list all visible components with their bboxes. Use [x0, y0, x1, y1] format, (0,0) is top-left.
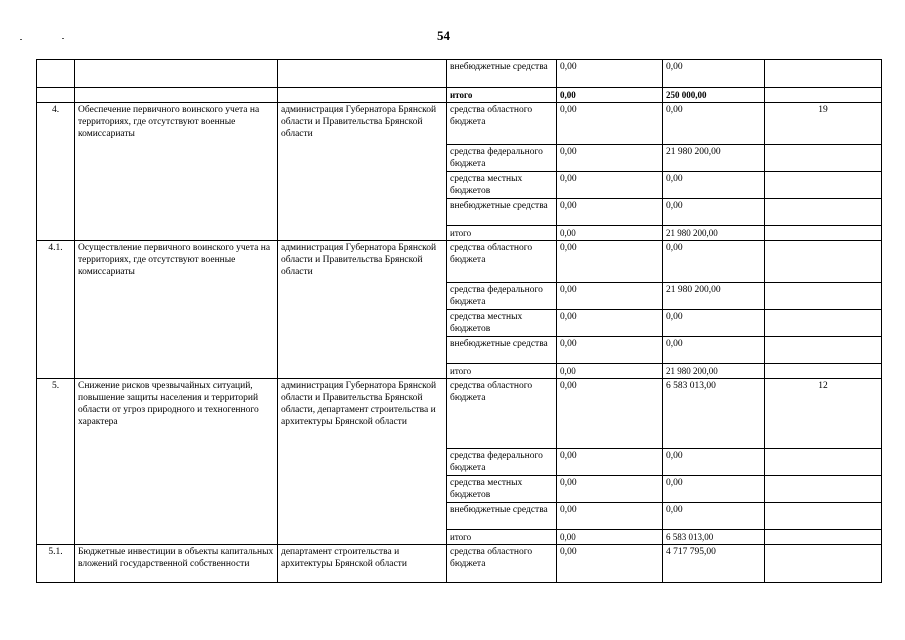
executor-cell: администрация Губернатора Брянской области и Правительства Брянской области, департамент строительства и архитектуры Брянской области: [278, 379, 447, 545]
value-cell: 0,00: [557, 60, 663, 88]
funding-source-cell: внебюджетные средства: [447, 60, 557, 88]
value-cell: 0,00: [663, 476, 765, 503]
indicator-cell: [765, 545, 882, 583]
table-row: [37, 103, 882, 145]
funding-source-cell: итого: [447, 530, 557, 545]
value-cell: 6 583 013,00: [663, 530, 765, 545]
value-cell: 0,00: [663, 310, 765, 337]
executor-cell: [278, 60, 447, 88]
number-cell: 5.: [37, 379, 75, 545]
value-cell: 0,00: [557, 88, 663, 103]
number-cell: [37, 88, 75, 103]
indicator-cell: [765, 172, 882, 199]
indicator-cell: [765, 503, 882, 530]
table-row: [37, 88, 882, 103]
value-cell: 0,00: [557, 199, 663, 226]
value-cell: 250 000,00: [663, 88, 765, 103]
value-cell: 0,00: [557, 310, 663, 337]
page-number: 54: [437, 28, 450, 43]
funding-source-cell: средства федерального бюджета: [447, 449, 557, 476]
value-cell: 0,00: [663, 503, 765, 530]
value-cell: 21 980 200,00: [663, 364, 765, 379]
funding-source-cell: средства областного бюджета: [447, 241, 557, 283]
indicator-cell: [765, 241, 882, 283]
indicator-cell: [765, 476, 882, 503]
number-cell: 4.: [37, 103, 75, 241]
funding-source-cell: итого: [447, 364, 557, 379]
indicator-cell: [765, 283, 882, 310]
name-cell: Бюджетные инвестиции в объекты капитальных вложений государственной собственности: [75, 545, 278, 583]
value-cell: 21 980 200,00: [663, 226, 765, 241]
executor-cell: администрация Губернатора Брянской области и Правительства Брянской области: [278, 103, 447, 241]
indicator-cell: [765, 337, 882, 364]
value-cell: 0,00: [557, 503, 663, 530]
value-cell: 4 717 795,00: [663, 545, 765, 583]
name-cell: Снижение рисков чрезвычайных ситуаций, повышение защиты населения и территорий области от угроз природного и техногенного характера: [75, 379, 278, 545]
funding-source-cell: внебюджетные средства: [447, 503, 557, 530]
value-cell: 0,00: [663, 449, 765, 476]
value-cell: 0,00: [557, 226, 663, 241]
name-cell: Обеспечение первичного воинского учета на территориях, где отсутствуют военные комиссариаты: [75, 103, 278, 241]
funding-source-cell: средства местных бюджетов: [447, 172, 557, 199]
value-cell: 0,00: [557, 283, 663, 310]
name-cell: [75, 88, 278, 103]
value-cell: 0,00: [557, 241, 663, 283]
funding-source-cell: внебюджетные средства: [447, 199, 557, 226]
indicator-cell: 12: [765, 379, 882, 449]
number-cell: 5.1.: [37, 545, 75, 583]
value-cell: 0,00: [557, 145, 663, 172]
funding-source-cell: средства областного бюджета: [447, 379, 557, 449]
indicator-cell: [765, 226, 882, 241]
program-funding-table: [36, 59, 882, 583]
table-body: [37, 60, 882, 583]
table-row: [37, 241, 882, 283]
value-cell: 0,00: [663, 337, 765, 364]
funding-source-cell: средства местных бюджетов: [447, 476, 557, 503]
indicator-cell: [765, 310, 882, 337]
value-cell: 0,00: [557, 379, 663, 449]
funding-source-cell: средства областного бюджета: [447, 545, 557, 583]
indicator-cell: [765, 530, 882, 545]
value-cell: 0,00: [557, 545, 663, 583]
executor-cell: департамент строительства и архитектуры Брянской области: [278, 545, 447, 583]
value-cell: 0,00: [557, 337, 663, 364]
indicator-cell: 19: [765, 103, 882, 145]
table-row: [37, 379, 882, 449]
funding-source-cell: средства федерального бюджета: [447, 145, 557, 172]
indicator-cell: [765, 199, 882, 226]
value-cell: 0,00: [663, 103, 765, 145]
indicator-cell: [765, 449, 882, 476]
indicator-cell: [765, 88, 882, 103]
value-cell: 6 583 013,00: [663, 379, 765, 449]
value-cell: 0,00: [557, 103, 663, 145]
table-row: [37, 545, 882, 583]
funding-source-cell: итого: [447, 88, 557, 103]
executor-cell: администрация Губернатора Брянской области и Правительства Брянской области: [278, 241, 447, 379]
value-cell: 0,00: [557, 172, 663, 199]
value-cell: 0,00: [557, 530, 663, 545]
value-cell: 0,00: [557, 449, 663, 476]
value-cell: 0,00: [663, 199, 765, 226]
number-cell: [37, 60, 75, 88]
executor-cell: [278, 88, 447, 103]
table-row: [37, 60, 882, 88]
number-cell: 4.1.: [37, 241, 75, 379]
value-cell: 0,00: [663, 241, 765, 283]
funding-source-cell: средства местных бюджетов: [447, 310, 557, 337]
scan-speck: [62, 38, 64, 39]
value-cell: 21 980 200,00: [663, 145, 765, 172]
funding-source-cell: средства федерального бюджета: [447, 283, 557, 310]
name-cell: Осуществление первичного воинского учета на территориях, где отсутствуют военные комиссариаты: [75, 241, 278, 379]
name-cell: [75, 60, 278, 88]
value-cell: 0,00: [557, 476, 663, 503]
funding-source-cell: средства областного бюджета: [447, 103, 557, 145]
indicator-cell: [765, 145, 882, 172]
value-cell: 0,00: [663, 60, 765, 88]
indicator-cell: [765, 60, 882, 88]
indicator-cell: [765, 364, 882, 379]
value-cell: 21 980 200,00: [663, 283, 765, 310]
funding-source-cell: итого: [447, 226, 557, 241]
value-cell: 0,00: [663, 172, 765, 199]
scan-speck: [20, 39, 22, 40]
funding-source-cell: внебюджетные средства: [447, 337, 557, 364]
value-cell: 0,00: [557, 364, 663, 379]
